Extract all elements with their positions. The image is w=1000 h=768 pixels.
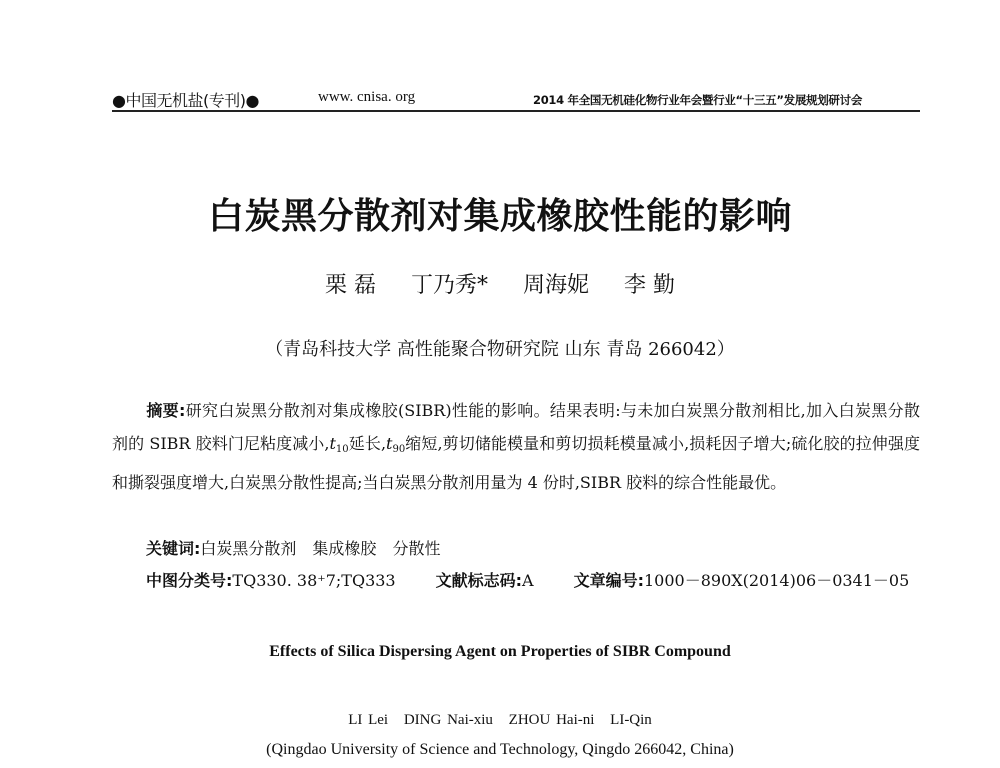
english-author: LI Lei xyxy=(348,712,389,728)
journal-name: ●中国无机盐(专刊)● xyxy=(112,91,259,110)
keyword: 分散性 xyxy=(392,539,441,558)
doc-code-label: 文献标志码: xyxy=(435,571,523,590)
english-author: DING Nai-xiu xyxy=(403,712,493,728)
author: 周海妮 xyxy=(523,273,590,298)
author: 李 勤 xyxy=(624,273,676,298)
keywords xyxy=(146,536,456,559)
t10-symbol: t xyxy=(329,434,336,453)
t90-subscript: 90 xyxy=(392,444,406,455)
abstract xyxy=(112,394,920,499)
classification-line xyxy=(146,568,909,591)
journal-url: www. cnisa. org xyxy=(318,89,416,105)
clc-label: 中图分类号: xyxy=(146,571,233,590)
header-rule xyxy=(112,110,920,112)
english-author: LI-Qin xyxy=(610,712,652,728)
abstract-text: 缩短,剪切储能模量和剪切损耗模量减小,损耗因子增大;硫化胶的拉伸强度和撕裂强度增大,白炭黑分散性提高;当白炭黑分散剂用量为 4 份时,SIBR 胶料的综合性能最优。 xyxy=(112,434,920,492)
english-author: ZHOU Hai-ni xyxy=(508,712,595,728)
author: 栗 磊 xyxy=(324,273,376,298)
doc-code-value: A xyxy=(522,571,534,590)
keyword: 白炭黑分散剂 xyxy=(200,539,297,558)
english-affiliation: (Qingdao University of Science and Technology, Qingdo 266042, China) xyxy=(266,741,734,758)
article-no-label: 文章编号: xyxy=(573,571,644,590)
conference-name: 2014 年全国无机硅化物行业年会暨行业“十三五”发展规划研讨会 xyxy=(533,93,863,107)
english-author-list xyxy=(0,712,1000,729)
t90-symbol: t xyxy=(386,434,393,453)
clc-value: TQ330. 38⁺7;TQ333 xyxy=(232,571,396,590)
article-no-value: 1000－890X(2014)06－0341－05 xyxy=(643,571,910,590)
affiliation: （青岛科技大学 高性能聚合物研究院 山东 青岛 266042） xyxy=(265,339,735,360)
abstract-label: 摘要: xyxy=(146,401,186,420)
keyword: 集成橡胶 xyxy=(312,539,377,558)
author: 丁乃秀* xyxy=(410,273,488,298)
author-list xyxy=(0,268,1000,299)
t10-subscript: 10 xyxy=(335,444,349,455)
keywords-label: 关键词: xyxy=(146,539,201,558)
abstract-text: 延长, xyxy=(348,434,387,453)
paper-title: 白炭黑分散剂对集成橡胶性能的影响 xyxy=(207,196,792,237)
abstract-text: 研究白炭黑分散剂对集成橡胶(SIBR)性能的影响。结果表明:与未加白炭黑分散剂相比,加入白炭黑分散剂的 SIBR 胶料门尼粘度减小, xyxy=(112,401,920,453)
english-title: Effects of Silica Dispersing Agent on Properties of SIBR Compound xyxy=(269,643,731,660)
